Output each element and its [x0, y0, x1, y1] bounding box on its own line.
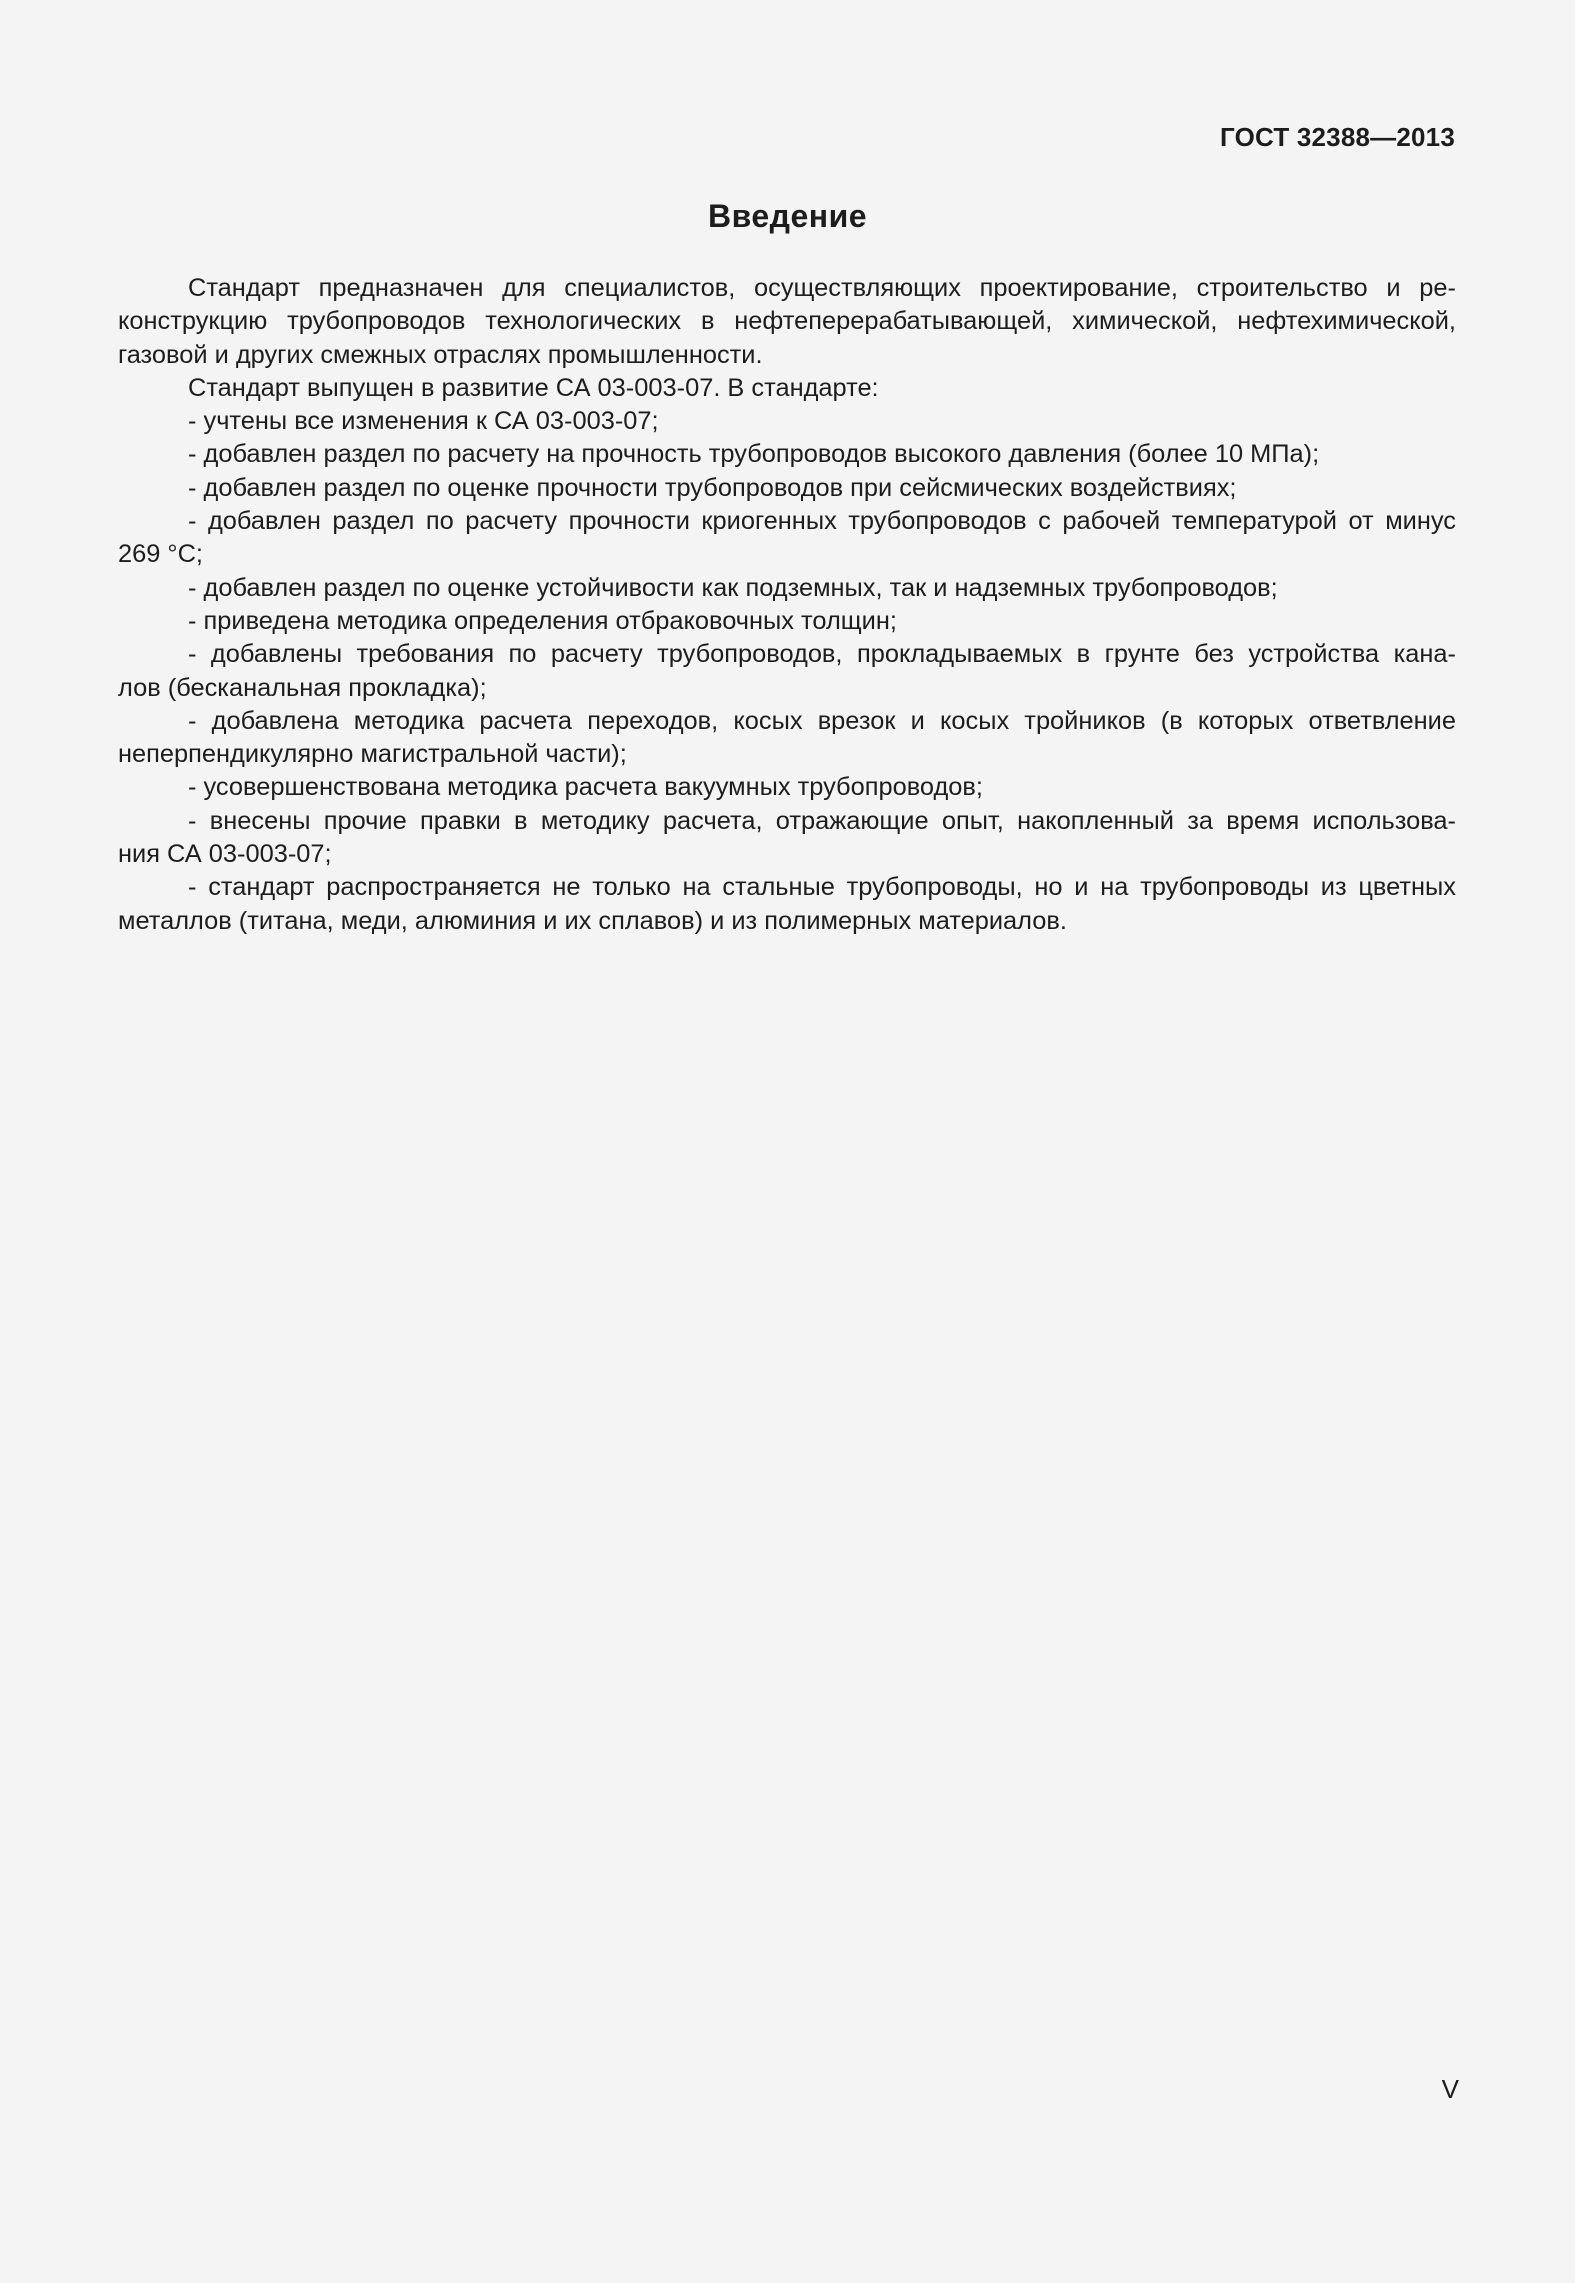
page-number: V [1441, 2074, 1459, 2104]
paragraph-line: - стандарт распространяется не только на стальные трубопроводы, но и на трубопроводы из цветных [188, 873, 1456, 902]
list-item [118, 472, 1456, 505]
paragraph-line: ния СА 03-003-07; [118, 840, 332, 869]
document-code: ГОСТ 32388—2013 [1220, 122, 1455, 152]
paragraph-line: - приведена методика определения отбраковочных толщин; [188, 606, 897, 635]
list-item [118, 638, 1456, 705]
list-item [118, 805, 1456, 872]
list-item [118, 605, 1456, 638]
paragraph-line: газовой и других смежных отраслях промышленности. [118, 340, 763, 369]
list-item [118, 438, 1456, 471]
paragraph-line: 269 °С; [118, 540, 203, 569]
paragraph-line: - усовершенствована методика расчета вакуумных трубопроводов; [188, 773, 983, 802]
paragraph-line: неперпендикулярно магистральной части); [118, 740, 627, 769]
section-title: Введение [707, 198, 868, 234]
paragraph-line: - добавлен раздел по оценке прочности трубопроводов при сейсмических воздействиях; [188, 473, 1237, 502]
paragraph-line: - внесены прочие правки в методику расчета, отражающие опыт, накопленный за время использова- [188, 806, 1456, 835]
paragraph-line: - добавлен раздел по оценке устойчивости как подземных, так и надземных трубопроводов; [188, 573, 1278, 602]
paragraph-line: - добавлены требования по расчету трубопроводов, прокладываемых в грунте без устройства кана- [188, 640, 1456, 669]
introduction-body [118, 272, 1456, 938]
list-item [118, 771, 1456, 804]
paragraph-line: Стандарт предназначен для специалистов, осуществляющих проектирование, строительство и ре- [188, 274, 1456, 302]
paragraph-line: - учтены все изменения к СА 03-003-07; [188, 407, 659, 436]
paragraph-line: - добавлен раздел по расчету на прочность трубопроводов высокого давления (более 10 МПа); [188, 440, 1320, 469]
list-item [118, 871, 1456, 938]
list-item [118, 405, 1456, 438]
paragraph [118, 272, 1456, 372]
list-item [118, 705, 1456, 772]
paragraph-line: лов (бесканальная прокладка); [118, 673, 487, 702]
paragraph-line: конструкцию трубопроводов технологических в нефтеперерабатывающей, химической, нефтехимической, [118, 307, 1456, 336]
paragraph-line: - добавлена методика расчета переходов, косых врезок и косых тройников (в которых ответвление [188, 706, 1456, 735]
paragraph-line: металлов (титана, меди, алюминия и их сплавов) и из полимерных материалов. [118, 906, 1067, 935]
paragraph [118, 372, 1456, 405]
list-item [118, 572, 1456, 605]
paragraph-line: - добавлен раздел по расчету прочности криогенных трубопроводов с рабочей температурой от минус [188, 507, 1456, 536]
paragraph-line: Стандарт выпущен в развитие СА 03-003-07. В стандарте: [188, 373, 879, 402]
list-item [118, 505, 1456, 572]
